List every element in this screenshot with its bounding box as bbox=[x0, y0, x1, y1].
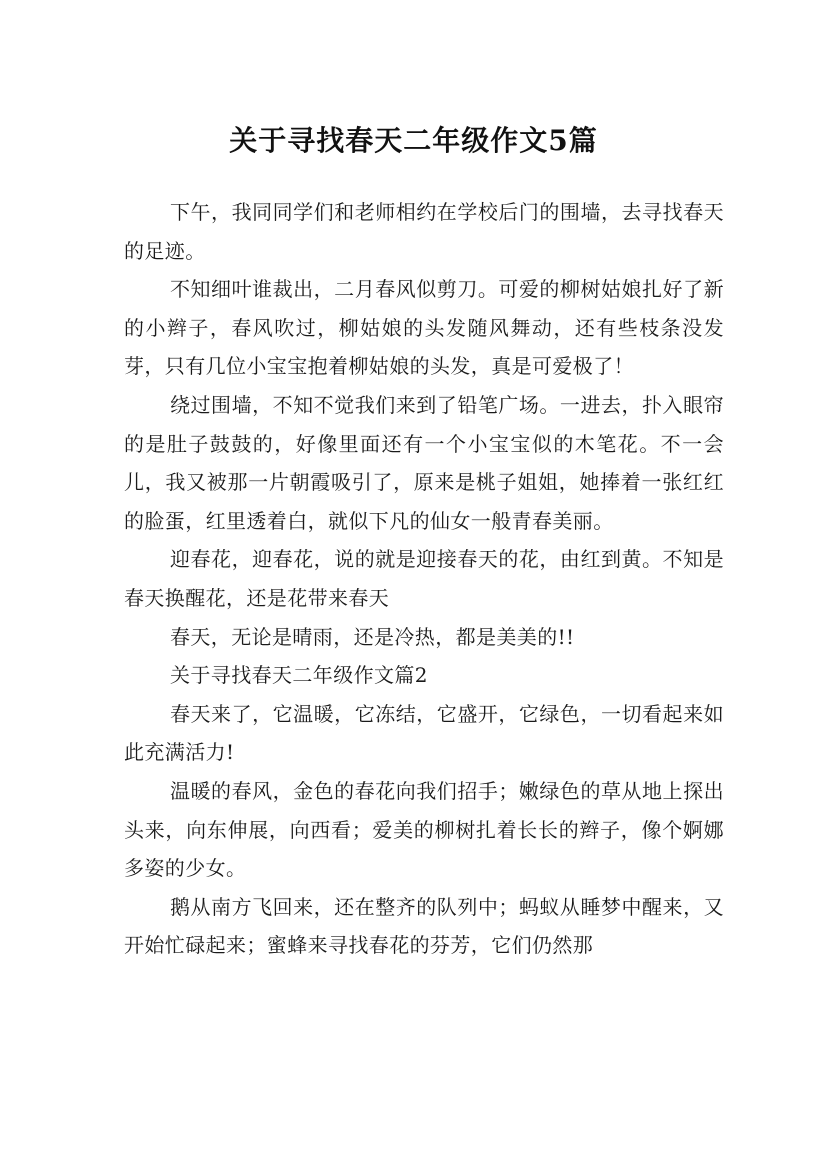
paragraph: 绕过围墙，不知不觉我们来到了铅笔广场。一进去，扑入眼帘的是肚子鼓鼓的，好像里面还有一个小宝宝似的木笔花。不一会儿，我又被那一片朝霞吸引了，原来是桃子姐姐，她捧着一张红红的脸蛋，红里透着白，就似下凡的仙女一般青春美丽。 bbox=[124, 392, 724, 533]
paragraph: 春天，无论是晴雨，还是冷热，都是美美的!! bbox=[170, 624, 575, 649]
document-title: 关于寻找春天二年级作文5篇 bbox=[229, 123, 598, 157]
paragraph: 春天来了，它温暖，它冻结，它盛开，它绿色，一切看起来如此充满活力! bbox=[124, 701, 724, 765]
document-body bbox=[124, 193, 724, 965]
paragraph: 迎春花，迎春花，说的就是迎接春天的花，由红到黄。不知是春天换醒花，还是花带来春天 bbox=[124, 547, 724, 610]
section-heading: 关于寻找春天二年级作文篇2 bbox=[170, 663, 428, 688]
paragraph: 下午，我同同学们和老师相约在学校后门的围墙，去寻找春天的足迹。 bbox=[124, 200, 724, 263]
paragraph: 不知细叶谁裁出，二月春风似剪刀。可爱的柳树姑娘扎好了新的小辫子，春风吹过，柳姑娘的头发随风舞动，还有些枝条没发芽，只有几位小宝宝抱着柳姑娘的头发，真是可爱极了！ bbox=[124, 277, 724, 379]
paragraph: 温暖的春风，金色的春花向我们招手；嫩绿色的草从地上探出头来，向东伸展，向西看；爱美的柳树扎着长长的辫子，像个婀娜多姿的少女。 bbox=[124, 778, 724, 881]
paragraph: 鹅从南方飞回来，还在整齐的队列中；蚂蚁从睡梦中醒来，又开始忙碌起来；蜜蜂来寻找春花的芬芳，它们仍然那 bbox=[124, 894, 724, 958]
